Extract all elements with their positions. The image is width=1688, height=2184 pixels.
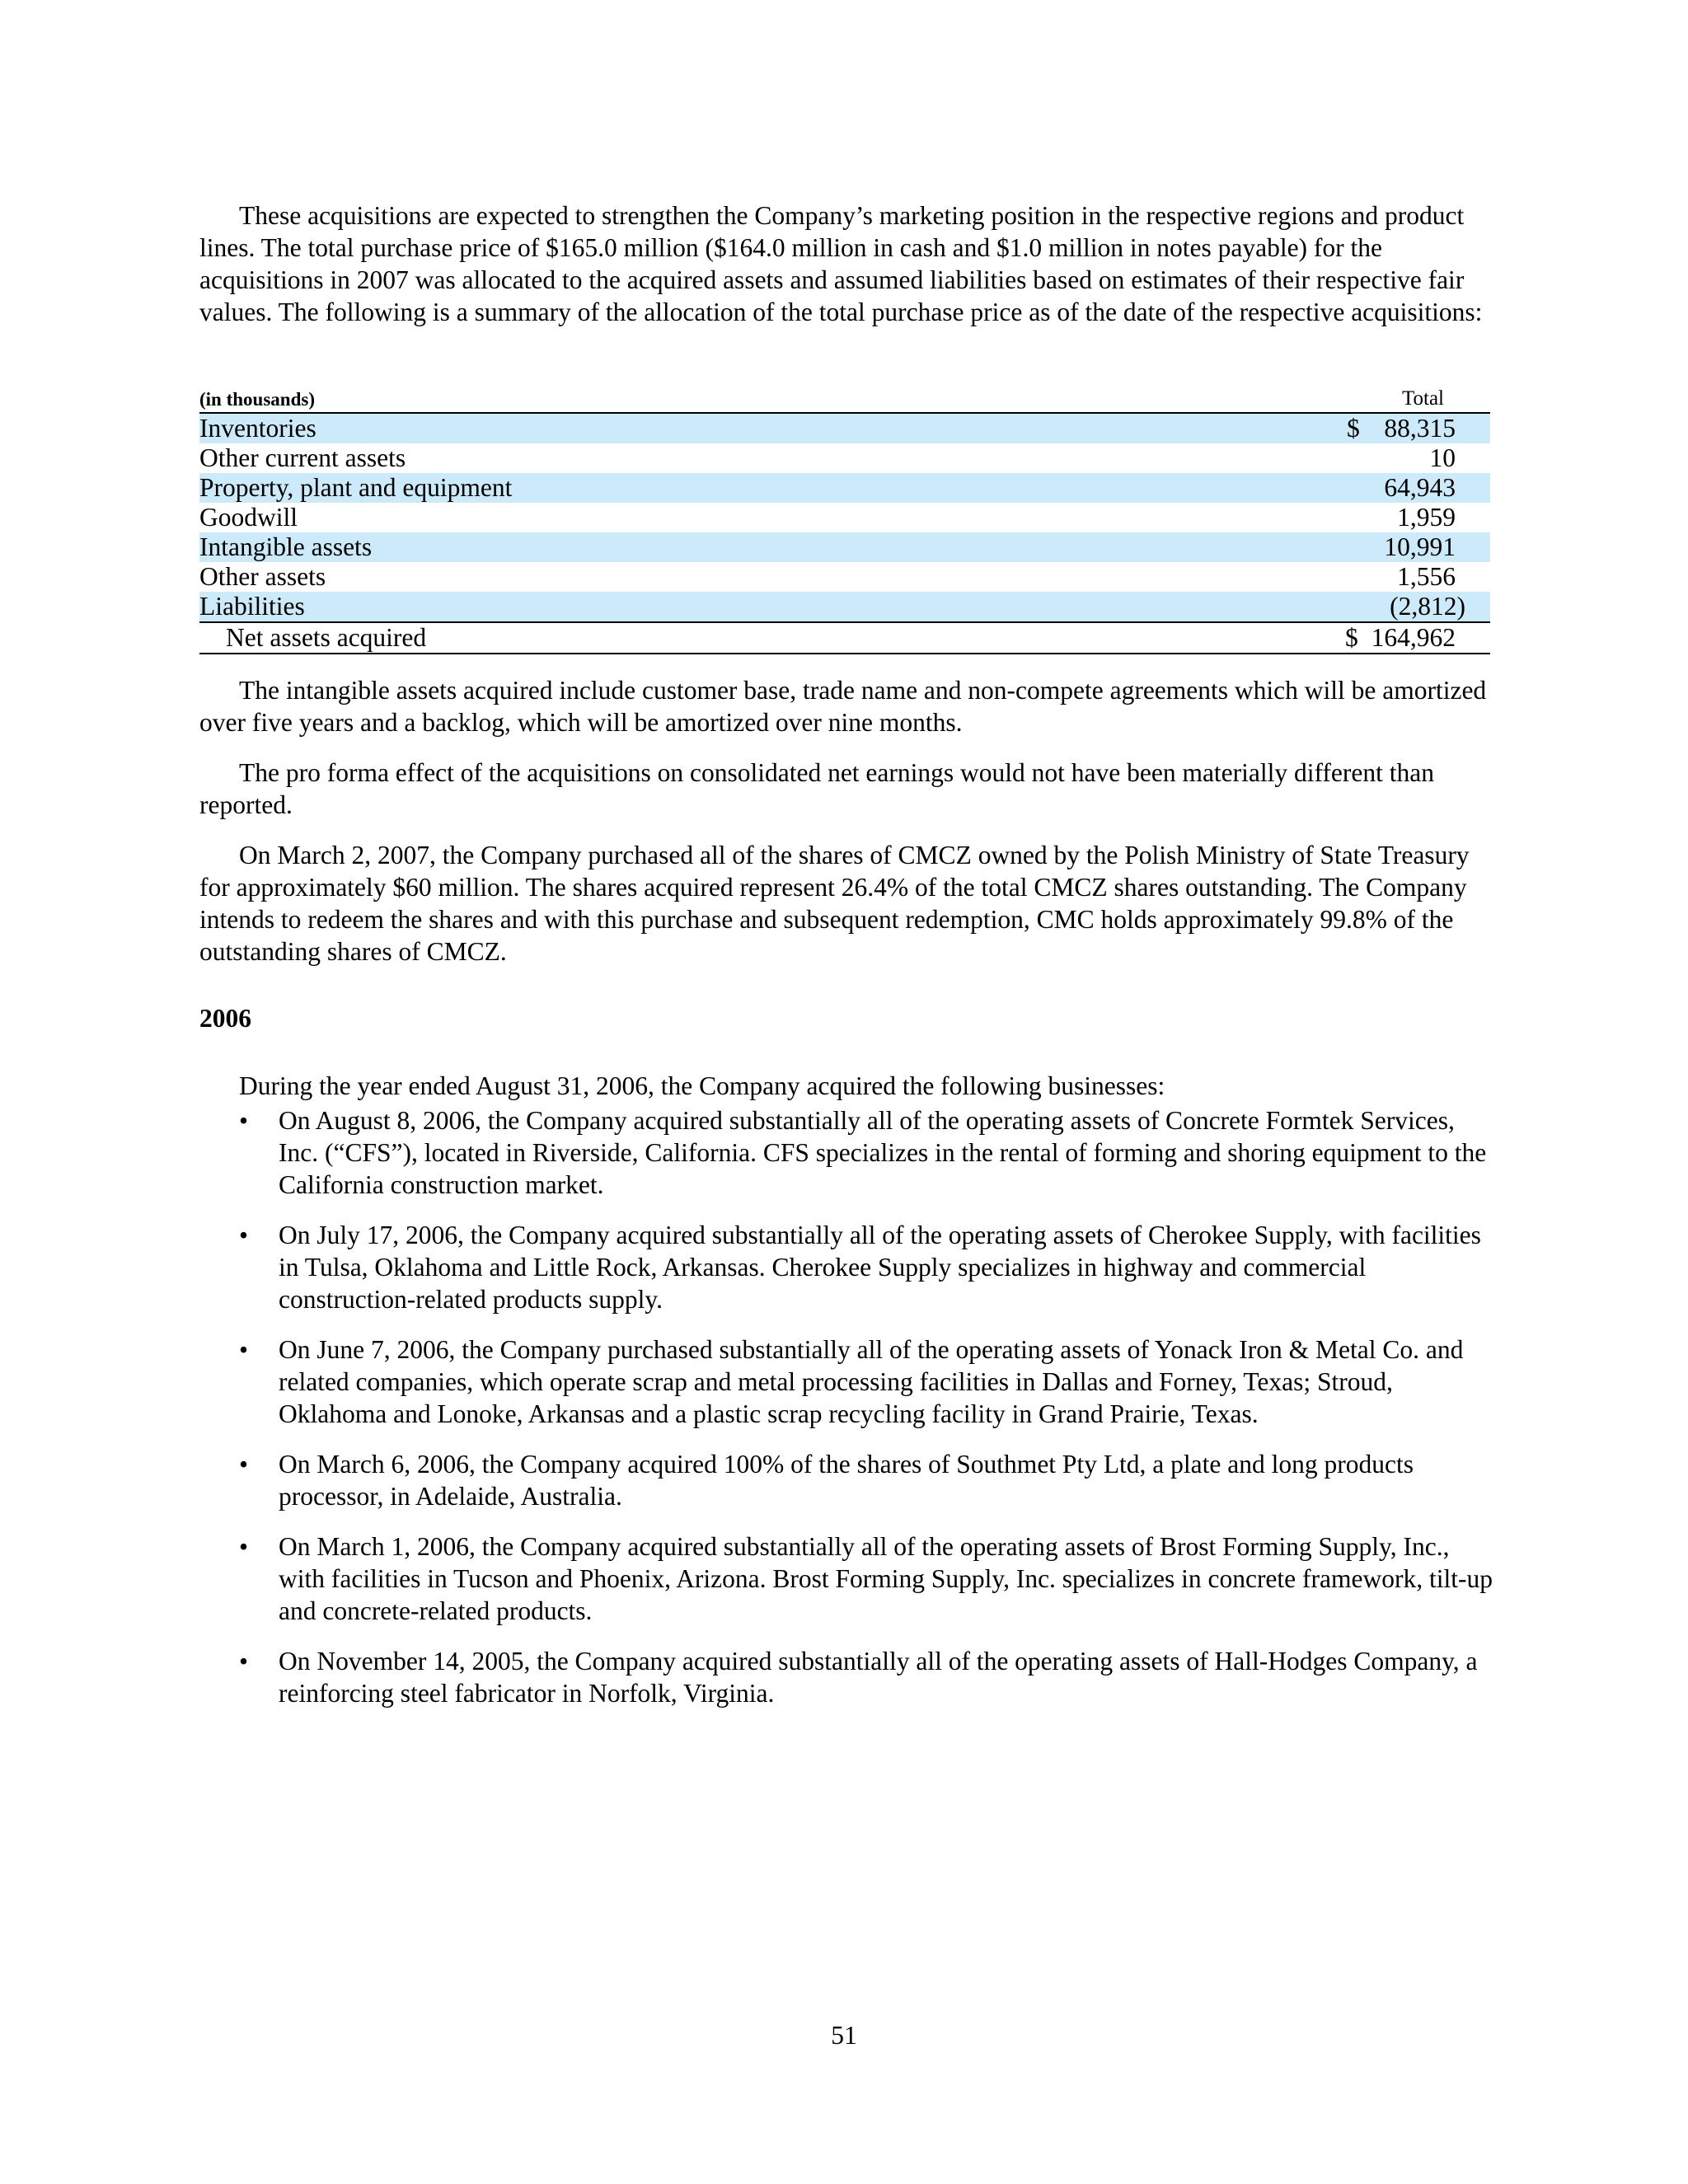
- list-item-text: On November 14, 2005, the Company acquired substantially all of the operating assets of Hall-Hodges Company, a reinforcing steel fabricator in Norfolk, Virginia.: [279, 1647, 1478, 1708]
- row-label: Inventories: [199, 414, 316, 443]
- bullet-icon: •: [239, 1221, 249, 1249]
- section-heading: 2006: [199, 1004, 251, 1033]
- row-value: 1,959: [1397, 503, 1456, 532]
- pro-forma-paragraph: The pro forma effect of the acquisitions on consolidated net earnings would not have been materially different than reported.: [199, 758, 1434, 819]
- row-value: 64,943: [1384, 473, 1456, 502]
- table-row: [199, 443, 1490, 473]
- cmcz-paragraph: On March 2, 2007, the Company purchased all of the shares of CMCZ owned by the Polish Ministry of State Treasury for approximately $60 million. The shares acquired represent 26.4% of the total CMCZ shares outstanding. The Company intends to redeem the shares and with this purchase and subsequent redemption, CMC holds approximately 99.8% of the outstanding shares of CMCZ.: [199, 841, 1470, 966]
- row-value: (2,812): [1390, 592, 1465, 621]
- intro-paragraph: These acquisitions are expected to strengthen the Company’s marketing position in the respective regions and product lines. The total purchase price of $165.0 million ($164.0 million in cash and $1.0 million in notes payable) for the acquisitions in 2007 was allocated to the acquired assets and assumed liabilities based on estimates of their respective fair values. The following is a summary of the allocation of the total purchase price as of the date of the respective acquisitions:: [199, 201, 1483, 326]
- total-label: Net assets acquired: [226, 623, 427, 652]
- acquisitions-list: [199, 1104, 1493, 1727]
- list-item: [199, 1219, 1493, 1315]
- list-item-text: On July 17, 2006, the Company acquired substantially all of the operating assets of Cherokee Supply, with facilities in Tulsa, Oklahoma and Little Rock, Arkansas. Cherokee Supply specializes in highway and commercial construction-related products supply.: [279, 1221, 1481, 1314]
- row-value: 10,991: [1384, 532, 1456, 561]
- purchase-allocation-table: [199, 387, 1490, 654]
- table-header-total: Total: [1401, 387, 1444, 410]
- table-row: [199, 473, 1490, 503]
- row-label: Other current assets: [199, 443, 406, 472]
- list-item-text: On August 8, 2006, the Company acquired substantially all of the operating assets of Concrete Formtek Services, Inc. (“CFS”), located in Riverside, California. CFS specializes in the rental of forming and shoring equipment to the California construction market.: [279, 1106, 1487, 1199]
- table-row: [199, 414, 1490, 443]
- row-label: Goodwill: [199, 503, 298, 532]
- bullet-icon: •: [239, 1647, 249, 1675]
- list-item-text: On June 7, 2006, the Company purchased substantially all of the operating assets of Yonack Iron & Metal Co. and related companies, which operate scrap and metal processing facilities in Dallas and Forney, Texas; Stroud, Oklahoma and Lonoke, Arkansas and a plastic scrap recycling facility in Grand Prairie, Texas.: [279, 1335, 1464, 1428]
- table-total-row: [199, 621, 1490, 654]
- list-item: [199, 1448, 1493, 1512]
- row-label: Intangible assets: [199, 532, 373, 561]
- bullet-icon: •: [239, 1335, 249, 1364]
- row-value: 88,315: [1384, 414, 1456, 443]
- row-value: 10: [1429, 443, 1456, 472]
- table-row: [199, 592, 1490, 621]
- list-item: [199, 1104, 1493, 1201]
- table-row: [199, 562, 1490, 592]
- row-label: Liabilities: [199, 592, 305, 621]
- total-value: 164,962: [1371, 623, 1456, 652]
- table-header-label: (in thousands): [199, 389, 315, 410]
- page-number: 51: [831, 2021, 857, 2050]
- row-label: Property, plant and equipment: [199, 473, 513, 502]
- list-item: [199, 1333, 1493, 1430]
- intangibles-paragraph: The intangible assets acquired include customer base, trade name and non-compete agreements which will be amortized over five years and a backlog, which will be amortized over nine months.: [199, 676, 1487, 737]
- during-2006-paragraph: During the year ended August 31, 2006, the Company acquired the following businesses:: [239, 1071, 1165, 1100]
- list-item: [199, 1530, 1493, 1627]
- total-dollar-sign: $: [1345, 623, 1358, 652]
- bullet-icon: •: [239, 1450, 249, 1479]
- table-row: [199, 532, 1490, 562]
- row-value: 1,556: [1397, 562, 1456, 591]
- list-item: [199, 1645, 1493, 1709]
- bullet-icon: •: [239, 1106, 249, 1135]
- table-row: [199, 503, 1490, 532]
- list-item-text: On March 1, 2006, the Company acquired substantially all of the operating assets of Brost Forming Supply, Inc., with facilities in Tucson and Phoenix, Arizona. Brost Forming Supply, Inc. specializes in concrete framework, tilt-up and concrete-related products.: [279, 1532, 1493, 1625]
- table-header: [199, 387, 1490, 414]
- row-label: Other assets: [199, 562, 326, 591]
- list-item-text: On March 6, 2006, the Company acquired 100% of the shares of Southmet Pty Ltd, a plate and long products processor, in Adelaide, Australia.: [279, 1450, 1414, 1511]
- row-dollar-sign: $: [1347, 414, 1360, 443]
- bullet-icon: •: [239, 1532, 249, 1561]
